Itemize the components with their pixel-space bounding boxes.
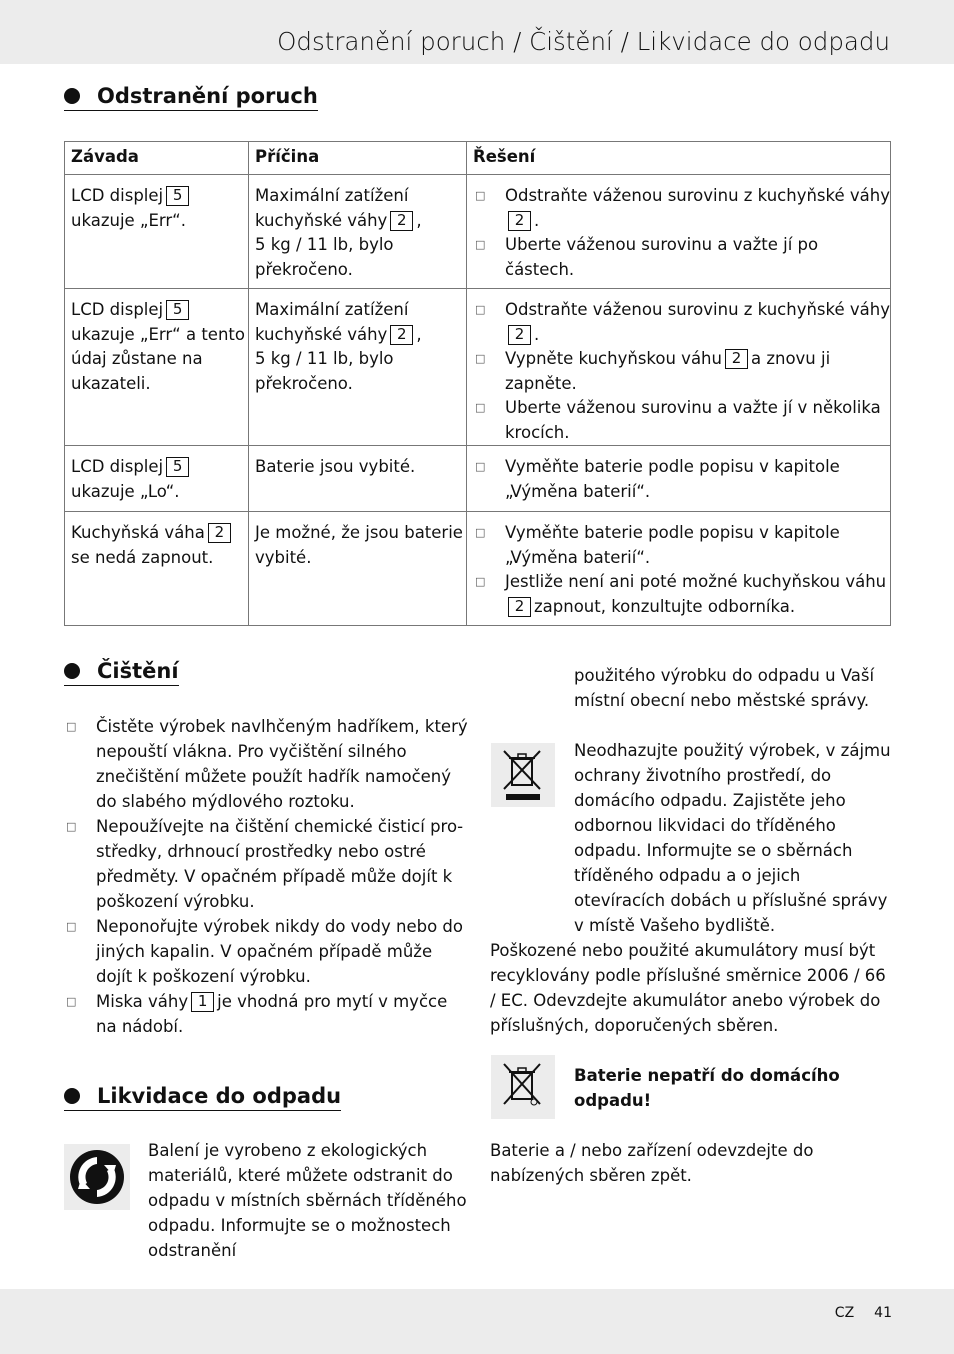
cause-cell: Je možné, že jsou baterie vybité. — [249, 512, 467, 626]
part-number-box: 2 — [508, 325, 531, 345]
page-title: Odstranění poruch / Čištění / Likvidace do odpadu — [277, 27, 890, 56]
list-item: □ Neponořujte výrobek nikdy do vody nebo do jiných kapalin. V opačném případě může dojít k poškození výrobku. — [64, 914, 468, 989]
troubleshooting-table — [64, 141, 891, 626]
table-row — [65, 512, 891, 626]
solution-item: □ Vypněte kuchyňskou váhu 2 a znovu ji zapněte. — [473, 347, 890, 396]
cause-cell: Baterie jsou vybité. — [249, 446, 467, 512]
section-title: Odstranění poruch — [97, 84, 318, 108]
page-footer — [0, 1289, 954, 1354]
page-number-area — [835, 1305, 892, 1321]
section-heading-troubleshooting — [64, 84, 318, 111]
part-number-box: 2 — [508, 597, 531, 617]
weee-text: Neodhazujte použitý výrobek, v zájmu ochrany životního prostředí, do domácího odpadu. Zajistěte jeho odbornou likvidaci do tříděného odpadu. Informujte se o sběrnách tříděného odpadu a o jejich otevíracích dobách u příslušné správy v místě Vašeho bydliště. — [574, 741, 891, 935]
page-header — [0, 0, 954, 64]
fault-cell: Kuchyňská váha 2 se nedá zapnout. — [65, 512, 249, 626]
part-number-box: 1 — [191, 992, 214, 1012]
solution-item: □ Odstraňte váženou surovinu z kuchyňské váhy2 . — [473, 298, 890, 347]
section-heading-disposal — [64, 1084, 341, 1111]
column-header-solution: Řešení — [467, 142, 891, 175]
battery-bin-icon — [491, 1055, 555, 1119]
part-number-box: 2 — [508, 211, 531, 231]
bullet-icon — [64, 88, 80, 104]
cleaning-list — [64, 714, 468, 1039]
fault-cell: LCD displej 5 ukazuje „Lo“. — [65, 446, 249, 512]
cause-cell: Maximální zatížení kuchyňské váhy 2 , 5 kg / 11 lb, bylo překročeno. — [249, 289, 467, 446]
cause-cell: Maximální zatížení kuchyňské váhy 2 , 5 kg / 11 lb, bylo překročeno. — [249, 175, 467, 289]
column-header-cause: Příčina — [249, 142, 467, 175]
table-row — [65, 175, 891, 289]
column-header-fault: Závada — [65, 142, 249, 175]
list-item: □ Nepoužívejte na čištění chemické čisticí prostředky, drhnoucí prostředky nebo ostré předměty. V opačném případě může dojít k poškození výrobku. — [64, 814, 468, 914]
solution-cell — [467, 289, 891, 446]
bullet-icon — [64, 663, 80, 679]
section-heading-cleaning — [64, 659, 179, 686]
list-item: □ Čistěte výrobek navlhčeným hadříkem, který nepouští vlákna. Pro vyčištění silného znečištění můžete použít hadřík namočený do slabého mýdlového roztoku. — [64, 714, 468, 814]
solution-item: □ Odstraňte váženou surovinu z kuchyňské váhy2 . — [473, 184, 890, 233]
solution-cell — [467, 512, 891, 626]
battery-return-text: Baterie a / nebo zařízení odevzdejte do nabízených sběren zpět. — [490, 1141, 814, 1185]
part-number-box: 5 — [166, 300, 189, 320]
table-row — [65, 289, 891, 446]
packaging-text: Balení je vyrobeno z ekologických materiálů, které můžete odstranit do odpadu v místních sběrnách tříděného odpadu. Informujte se o možnostech odstranění — [148, 1141, 467, 1260]
language-code: CZ — [834, 1305, 855, 1321]
recycling-green-dot-icon — [64, 1144, 130, 1210]
solution-item: □ Uberte váženou surovinu a važte jí po částech. — [473, 233, 890, 282]
part-number-box: 2 — [390, 325, 413, 345]
fault-cell: LCD displej 5 ukazuje „Err“ a tento údaj zůstane na ukazateli. — [65, 289, 249, 446]
battery-text: Poškozené nebo použité akumulátory musí být recyklovány podle příslušné směrnice 2006 / 66 / EC. Odevzdejte akumulátor anebo výrobek do příslušných, doporučených sběren. — [490, 941, 886, 1035]
packaging-text-continued: použitého výrobku do odpadu u Vaší místní obecní nebo městské správy. — [574, 666, 875, 710]
part-number-box: 2 — [725, 349, 748, 369]
crossed-bin-icon — [491, 743, 555, 807]
section-title: Čištění — [97, 659, 179, 683]
part-number-box: 5 — [166, 457, 189, 477]
solution-item: □ Uberte váženou surovinu a važte jí v několika krocích. — [473, 396, 890, 445]
part-number-box: 2 — [390, 211, 413, 231]
solution-cell — [467, 175, 891, 289]
solution-item: □ Jestliže není ani poté možné kuchyňskou váhu2 zapnout, konzultujte odborníka. — [473, 570, 890, 619]
fault-cell: LCD displej 5 ukazuje „Err“. — [65, 175, 249, 289]
solution-item: □ Vyměňte baterie podle popisu v kapitole „Výměna baterií“. — [473, 455, 890, 504]
list-item: □ Miska váhy 1 je vhodná pro mytí v myčce na nádobí. — [64, 989, 468, 1039]
part-number-box: 5 — [166, 186, 189, 206]
table-header-row — [65, 142, 891, 175]
part-number-box: 2 — [208, 523, 231, 543]
table-row — [65, 446, 891, 512]
solution-cell — [467, 446, 891, 512]
section-title: Likvidace do odpadu — [97, 1084, 342, 1108]
page-number: 41 — [874, 1305, 892, 1321]
bullet-icon — [64, 1088, 80, 1104]
solution-item: □ Vyměňte baterie podle popisu v kapitole „Výměna baterií“. — [473, 521, 890, 570]
battery-warning: Baterie nepatří do domácího odpadu! — [574, 1066, 840, 1110]
